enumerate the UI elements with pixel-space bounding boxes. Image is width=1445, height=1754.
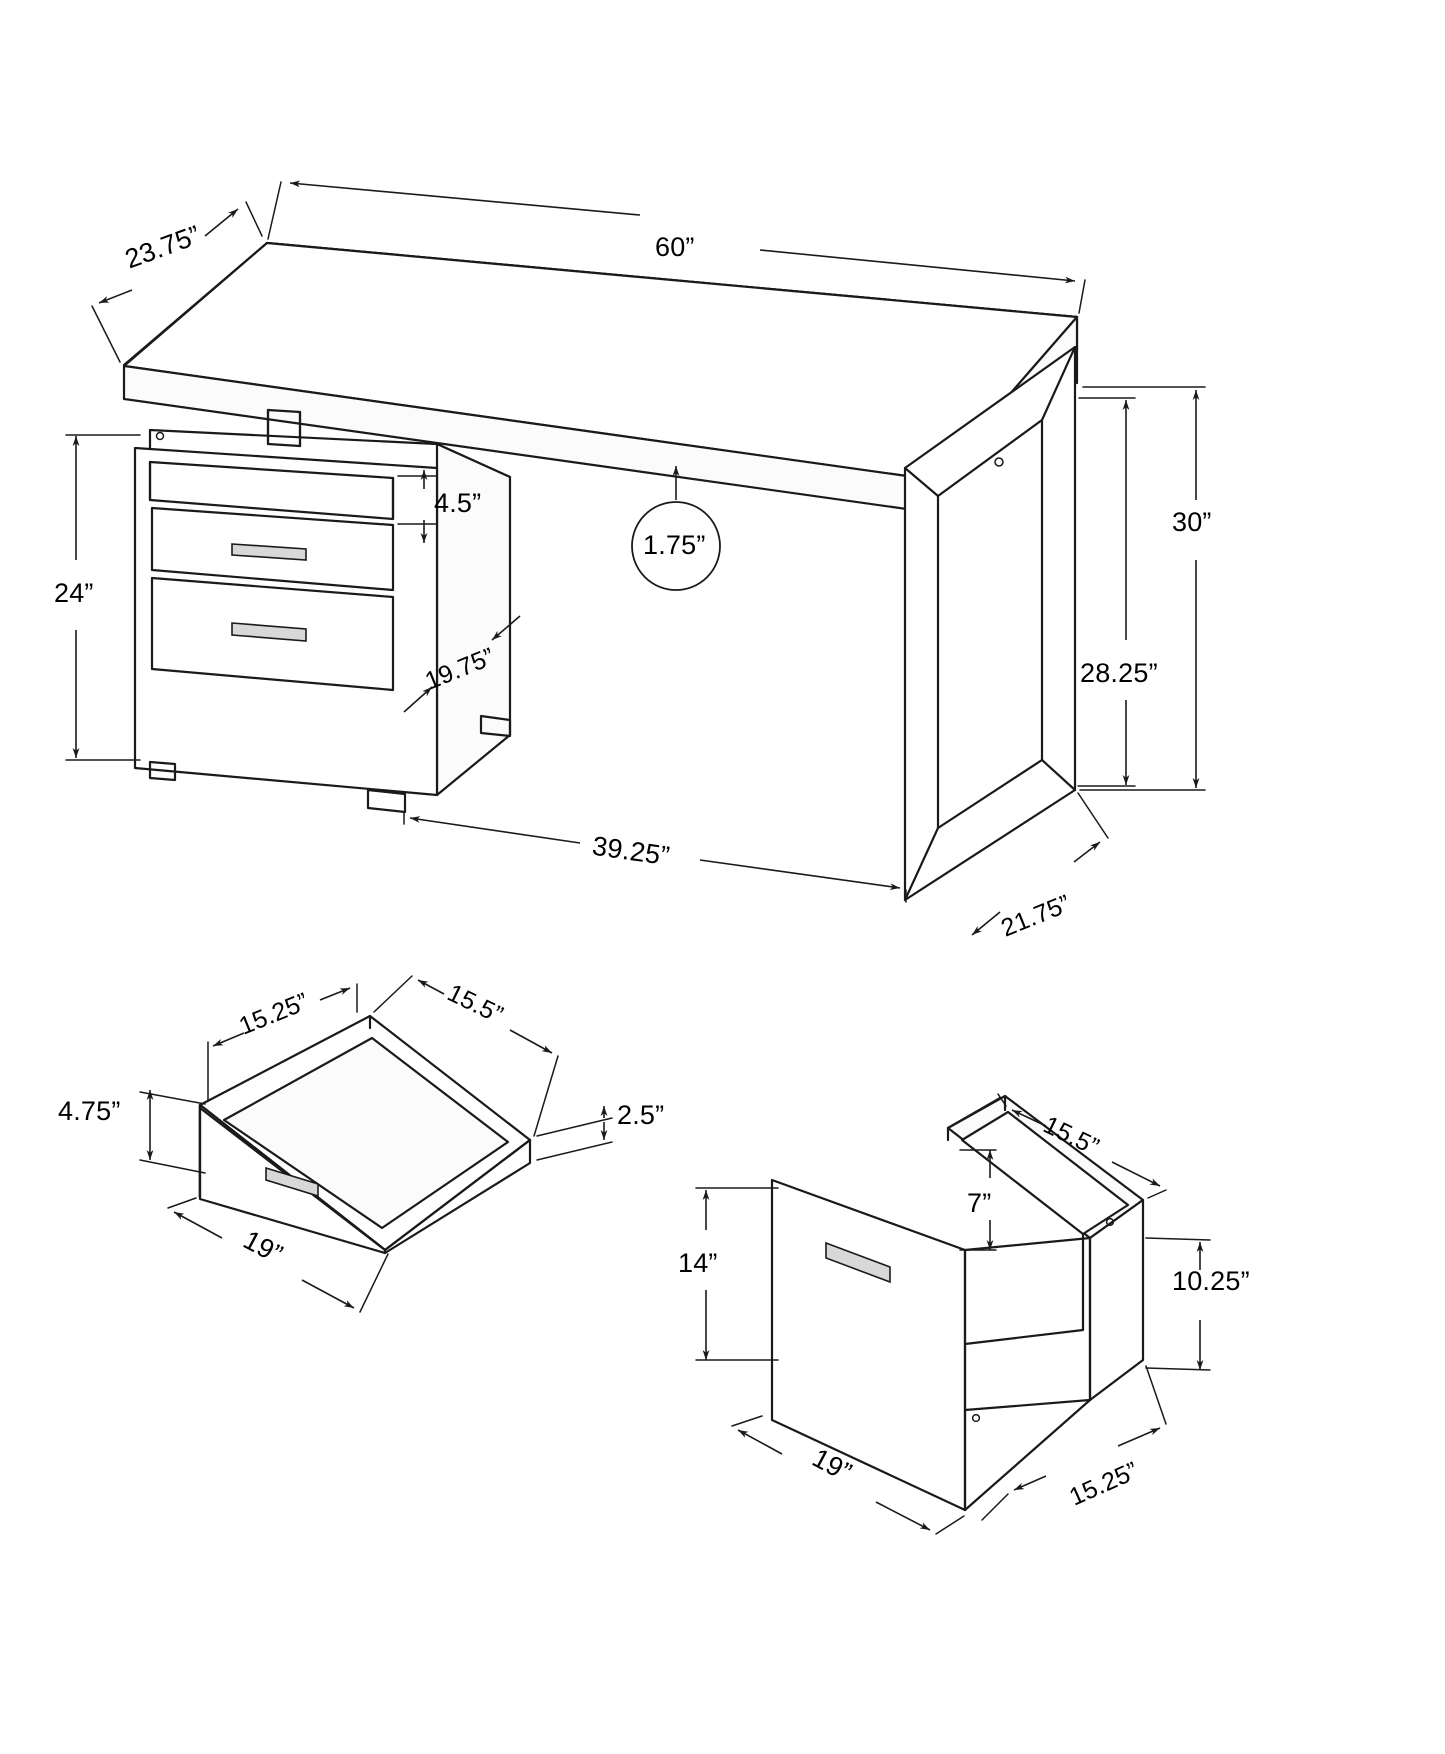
ext-file-width-b [1148, 1190, 1166, 1198]
dim-label-shelf-opening: 4.5” [434, 488, 482, 518]
ext-desk-depth-a [246, 202, 262, 236]
dim-label-file-drawer-width: 15.5” [1039, 1110, 1104, 1162]
dim-label-small-drawer-outer-width: 15.5” [443, 978, 508, 1030]
dim-small-inner-width-a [213, 1033, 244, 1046]
dim-label-file-drawer-inner-depth: 7” [967, 1188, 992, 1218]
ext-small-box-height-a [537, 1118, 612, 1136]
dim-label-leg-height: 28.25” [1080, 658, 1158, 688]
dim-line-leg-depth-b [1074, 842, 1100, 862]
dim-line-desk-depth-b [99, 290, 132, 303]
dim-label-small-drawer-front-height: 4.75” [58, 1096, 121, 1126]
dim-line-desk-depth-a [205, 209, 238, 236]
ext-desk-width-right [1079, 280, 1085, 313]
dim-line-leg-depth-a [972, 912, 1000, 935]
dim-label-desk-depth: 23.75” [121, 219, 205, 275]
dim-label-desk-width: 60” [655, 232, 695, 262]
ext-file-depth-b [936, 1516, 964, 1534]
cabinet-foot-right [368, 790, 405, 812]
ext-small-outer-width-b [534, 1056, 558, 1136]
ext-small-depth-b [360, 1254, 388, 1312]
file-drawer-front-face [772, 1180, 965, 1510]
dim-small-outer-width-a [418, 980, 444, 994]
dim-file-depth-b [876, 1502, 930, 1530]
dim-label-file-drawer-depth: 19” [807, 1442, 857, 1488]
file-drawer-bottom-helper [965, 1400, 1090, 1410]
file-drawer-front-side-edges [965, 1238, 1090, 1510]
dim-small-outer-width-b [510, 1030, 552, 1053]
ext-leg-depth [1078, 793, 1108, 838]
dim-file-depth-a [738, 1430, 782, 1454]
file-drawer-fastener2-icon [973, 1415, 980, 1422]
desk-cabinet-group [135, 410, 510, 812]
ext-file-box-height-a [1146, 1238, 1210, 1240]
dim-file-inner-width-a [1014, 1476, 1046, 1490]
ext-small-front-height-b [140, 1160, 205, 1173]
dim-small-inner-width-b [320, 988, 350, 1000]
ext-file-inner-width-a [982, 1494, 1008, 1520]
ext-small-depth-a [168, 1198, 196, 1208]
dim-line-desk-width-right [760, 250, 1075, 281]
dim-small-depth-a [174, 1212, 222, 1238]
ext-small-box-height-b [537, 1142, 612, 1160]
dim-line-desk-width-left [290, 183, 640, 215]
ext-file-depth-a [732, 1416, 762, 1426]
dim-label-clearance-width: 39.25” [590, 830, 672, 872]
dim-label-top-thickness: 1.75” [643, 530, 706, 560]
dim-label-small-drawer-depth: 19” [238, 1224, 288, 1270]
dim-label-file-drawer-inner-width: 15.25” [1065, 1456, 1143, 1512]
dim-label-file-drawer-box-height: 10.25” [1172, 1266, 1250, 1296]
dim-label-cabinet-height: 24” [54, 578, 94, 608]
dim-small-depth-b [302, 1280, 354, 1308]
dim-label-small-drawer-box-height: 2.5” [617, 1100, 665, 1130]
dim-label-small-drawer-inner-width: 15.25” [235, 987, 313, 1041]
dim-label-file-drawer-front-height: 14” [678, 1248, 718, 1278]
dim-line-clearance-left [410, 818, 580, 843]
dim-line-clearance-right [700, 860, 900, 888]
dim-label-leg-depth: 21.75” [997, 889, 1075, 943]
dim-label-desk-height: 30” [1172, 507, 1212, 537]
dim-file-inner-width-b [1118, 1428, 1160, 1446]
ext-small-outer-width-a [374, 976, 412, 1012]
dim-label-cabinet-depth: 19.75” [421, 642, 499, 696]
ext-desk-width-left [268, 182, 281, 239]
ext-file-inner-width-b [1146, 1366, 1166, 1424]
ext-desk-depth-b [92, 306, 120, 362]
small-drawer-view [200, 1016, 530, 1253]
